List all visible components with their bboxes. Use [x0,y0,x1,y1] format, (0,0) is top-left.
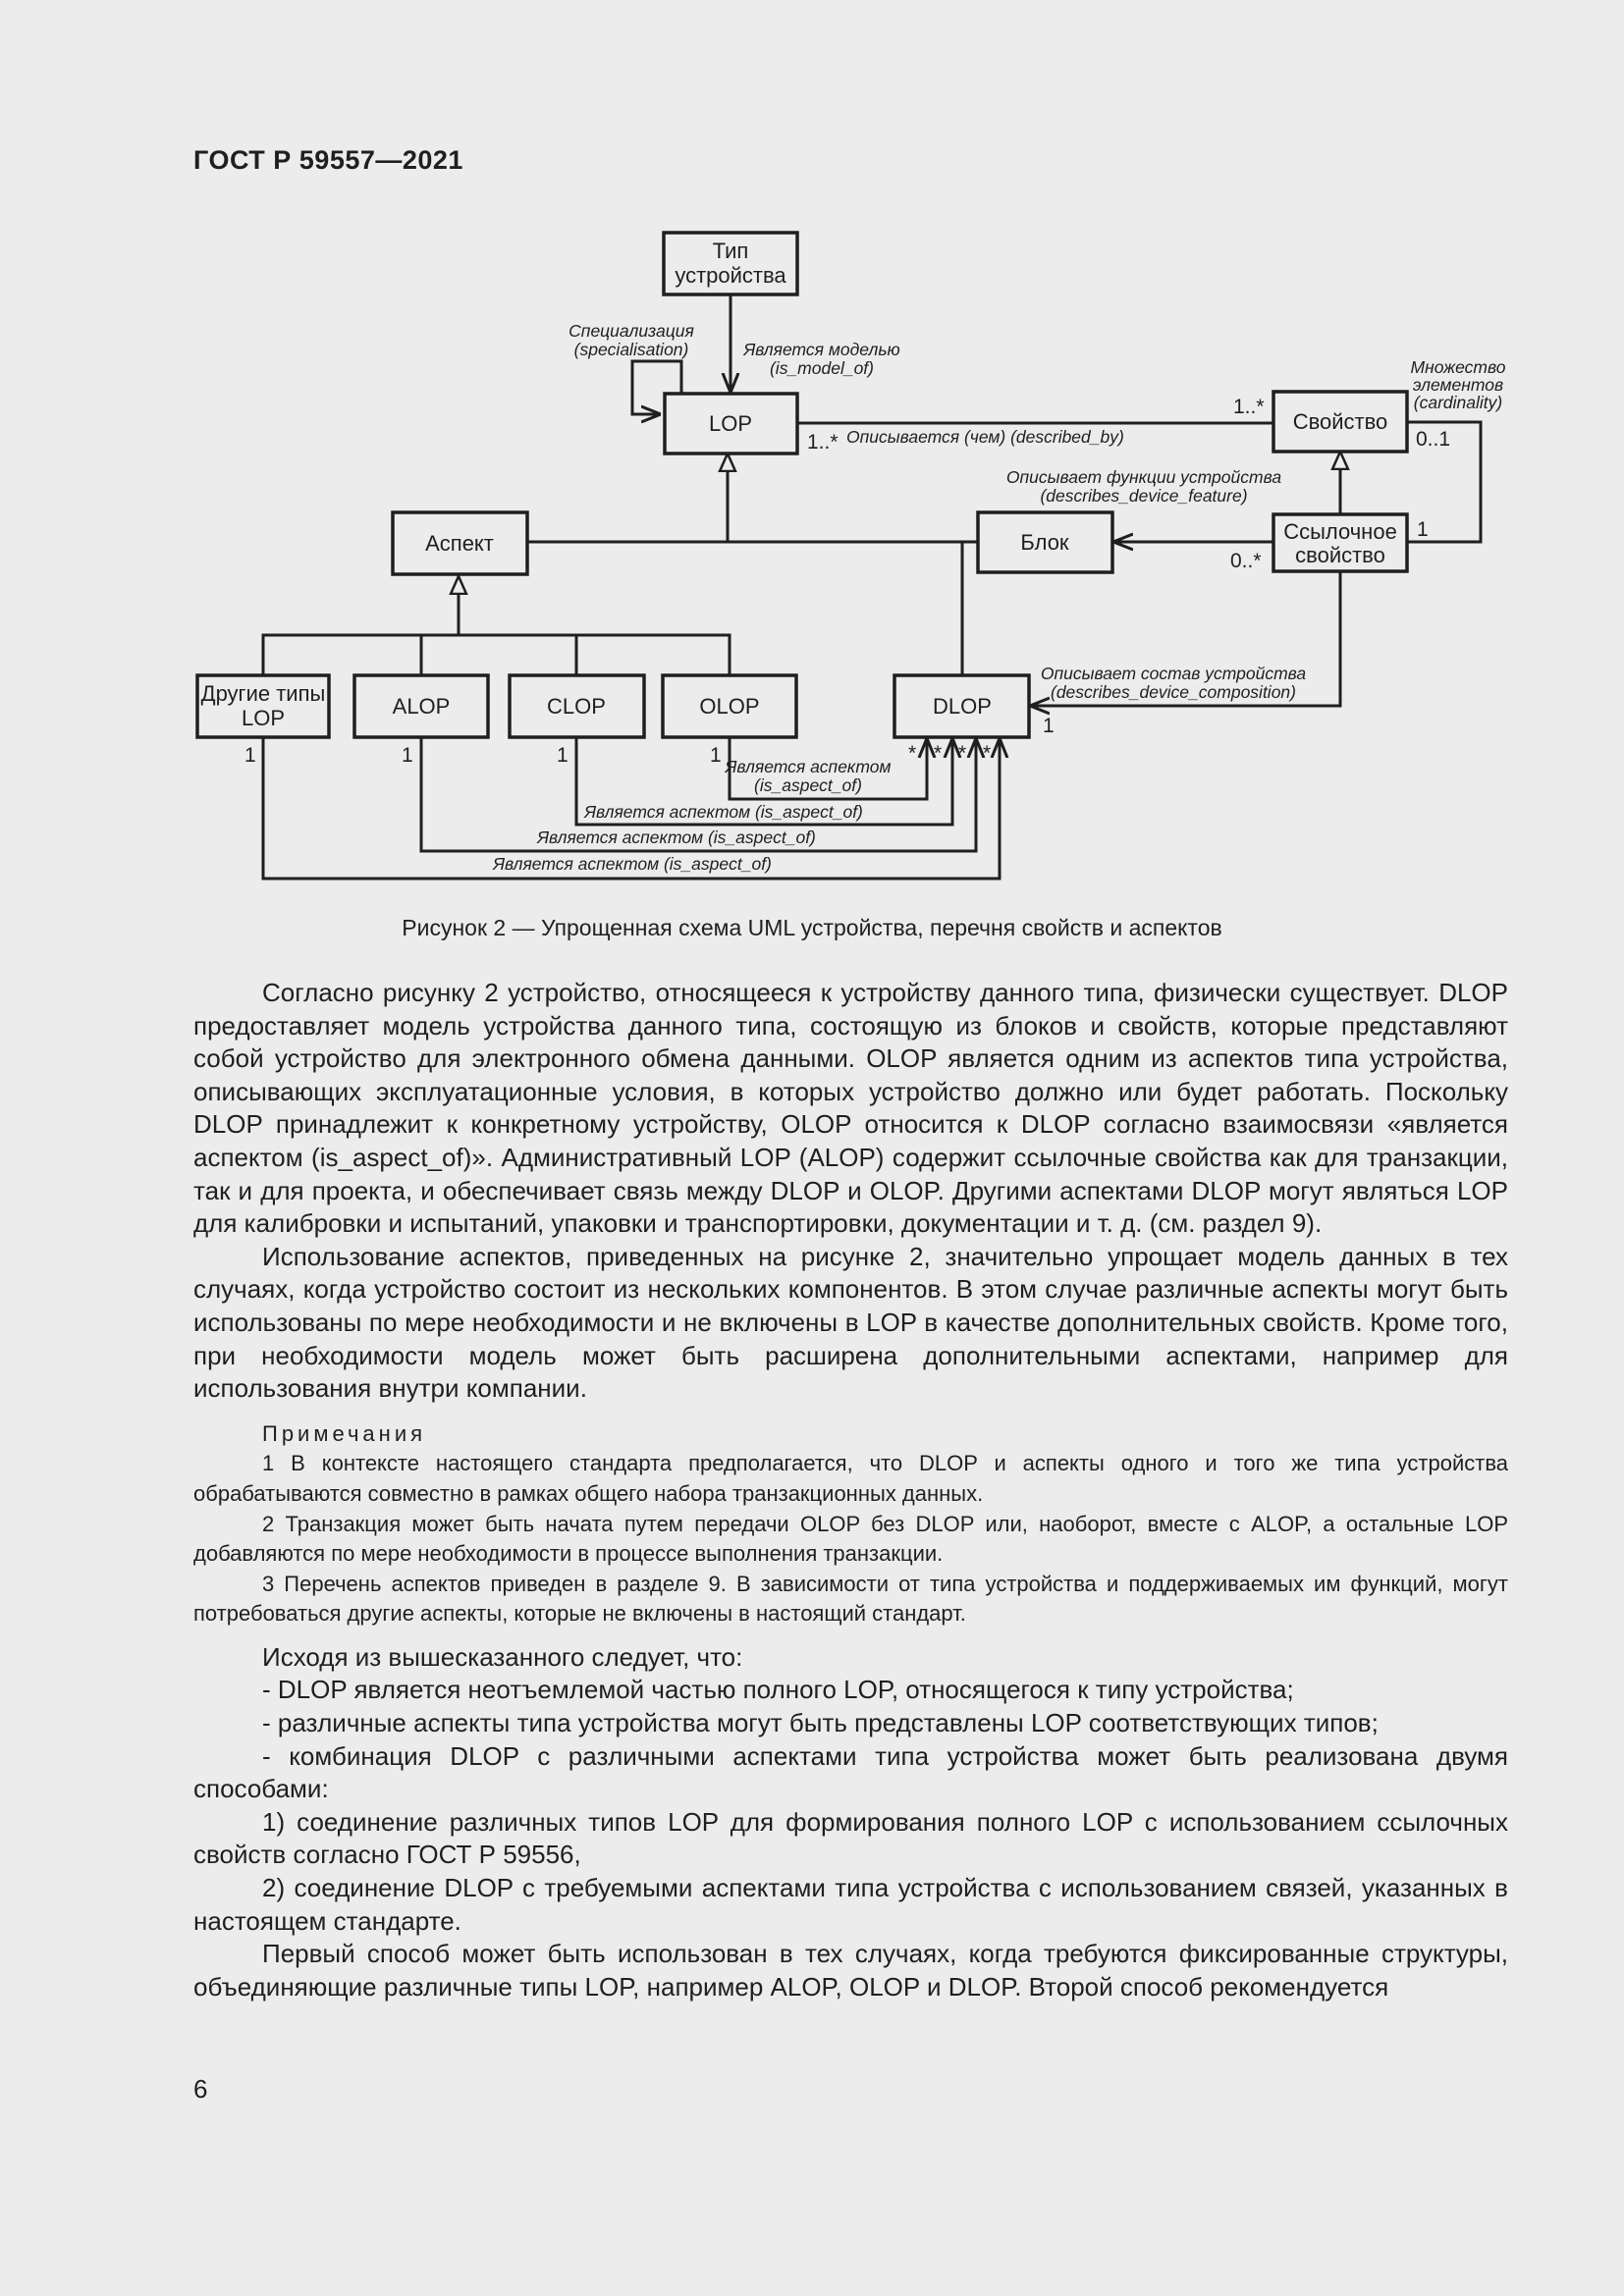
multiplicity-alop: 1 [402,744,413,767]
reference-property-label-2: свойство [1295,543,1385,567]
aspect-label: Аспект [425,531,494,556]
clop-aspect-label: Является аспектом (is_aspect_of) [584,802,863,822]
figure-caption: Рисунок 2 — Упрощенная схема UML устройства, перечня свойств и аспектов [402,915,1222,940]
multiplicity-clop: 1 [557,744,568,767]
olop-aspect-label-2: (is_aspect_of) [754,775,862,795]
multiplicity-lop: 1..* [807,431,839,454]
multiplicity-block: 0..* [1230,550,1262,572]
other-lop-label-2: LOP [241,706,286,730]
paragraph: Согласно рисунку 2 устройство, относящееся к устройству данного типа, физически существует. DLOP предоставляет модель устройства данного типа, состоящую из блоков и свойств, которые представляют собой устройство для электронного обмена данными. OLOP является одним из аспектов типа устройства, описывающих эксплуатационные условия, в которых устройство должно или будет работать. Поскольку DLOP принадлежит к конкретному устройству, OLOP относится к DLOP согласно взаимосвязи «является аспектом (is_aspect_of)». Административный LOP (ALOP) содержит ссылочные свойства как для транзакции, так и для проекта, и обеспечивает связь между DLOP и OLOP. Другими аспектами DLOP могут являться LOP для калибровки и испытаний, упаковки и транспортировки, документации и т. д. (см. раздел 9). [193,978,1508,1239]
other-aspect-label: Является аспектом (is_aspect_of) [493,854,772,874]
list-item: - DLOP является неотъемлемой частью полного LOP, относящегося к типу устройства; [262,1675,1294,1705]
multiplicity-property: 1..* [1233,396,1265,418]
describes-feature-label-1: Описывает функции устройства [1005,467,1282,487]
lop-label: LOP [708,411,753,436]
multiplicity-olop: 1 [710,744,722,767]
is-model-of-label-2: (is_model_of) [769,358,875,378]
described-by-label: Описывается (чем) (described_by) [846,427,1124,447]
multiplicity-cardinality: 0..1 [1416,428,1451,451]
multiplicity-dlop-composition: 1 [1043,715,1055,737]
describes-feature-label-2: (describes_device_feature) [1040,486,1248,506]
property-label: Свойство [1292,409,1388,434]
block-label: Блок [1020,530,1069,555]
list-item: - комбинация DLOP с различными аспектами типа устройства может быть реализована двумя способами: [193,1740,1508,1804]
alop-aspect-label: Является аспектом (is_aspect_of) [537,828,816,847]
alop-label: ALOP [392,694,451,719]
other-lop-label-1: Другие типы [200,681,326,706]
notes-section [193,1419,1508,1629]
cardinality-label-2: элементов [1412,375,1504,395]
list-subitem: 2) соединение DLOP с требуемыми аспектами типа устройства с использованием связей, указанных в настоящем стандарте. [193,1873,1508,1936]
paragraph: Исходя из вышесказанного следует, что: [262,1641,743,1672]
cardinality-label-3: (cardinality) [1413,393,1503,412]
paragraph: Использование аспектов, приведенных на рисунке 2, значительно упрощает модель данных в тех случаях, когда устройство состоит из нескольких компонентов. В этом случае различные аспекты могут быть использованы по мере необходимости и не включены в LOP в качестве дополнительных свойств. Кроме того, при необходимости модель может быть расширена дополнительными аспектами, например для использования внутри компании. [193,1241,1508,1404]
page-number: 6 [193,2074,208,2104]
uml-diagram [0,0,1624,903]
olop-label: OLOP [699,694,760,719]
multiplicity-other: 1 [244,744,256,767]
aspect-subtypes-bus [263,635,730,675]
is-model-of-label-1: Является моделью [743,340,900,359]
body-text [193,977,1508,2003]
list-subitem: 1) соединение различных типов LOP для формирования полного LOP с использованием ссылочных свойств согласно ГОСТ Р 59556, [193,1806,1508,1870]
device-type-label-1: Тип [712,239,749,263]
conclusions [193,1641,1508,2004]
dlop-label: DLOP [933,694,992,719]
clop-label: CLOP [547,694,606,719]
multiplicity-dlop-star-3: * [958,742,967,765]
note: 3 Перечень аспектов приведен в разделе 9. В зависимости от типа устройства и поддерживаемых им функций, могут потребоваться другие аспекты, которые не включены в настоящий стандарт. [193,1571,1508,1627]
reference-property-label-1: Ссылочное [1283,519,1397,544]
describes-composition-label-1: Описывает состав устройства [1040,664,1307,683]
note: 1 В контексте настоящего стандарта предполагается, что DLOP и аспекты одного и того же типа устройства обрабатываются совместно в рамках общего набора транзакционных данных. [193,1451,1508,1506]
device-type-label-2: устройства [675,263,786,288]
multiplicity-dlop-star-1: * [908,742,917,765]
multiplicity-dlop-star-4: * [983,742,992,765]
specialisation-label-1: Специализация [568,321,694,341]
cardinality-label-1: Множество [1410,357,1506,377]
standard-header: ГОСТ Р 59557—2021 [193,145,463,175]
specialisation-label-2: (specialisation) [573,340,689,359]
note: 2 Транзакция может быть начата путем передачи OLOP без DLOP или, наоборот, вместе с ALOP, а остальные LOP добавляются по мере необходимости в процессе выполнения транзакции. [193,1511,1508,1567]
multiplicity-reference: 1 [1417,518,1429,541]
describes-composition-label-2: (describes_device_composition) [1051,682,1296,702]
list-item: - различные аспекты типа устройства могут быть представлены LOP соответствующих типов; [262,1708,1379,1738]
paragraph: Первый способ может быть использован в тех случаях, когда требуются фиксированные структуры, объединяющие различные типы LOP, например ALOP, OLOP и DLOP. Второй способ рекомендуется [193,1939,1508,2002]
notes-title: Примечания [262,1420,427,1446]
olop-aspect-label-1: Является аспектом [725,757,892,776]
multiplicity-dlop-star-2: * [934,742,943,765]
